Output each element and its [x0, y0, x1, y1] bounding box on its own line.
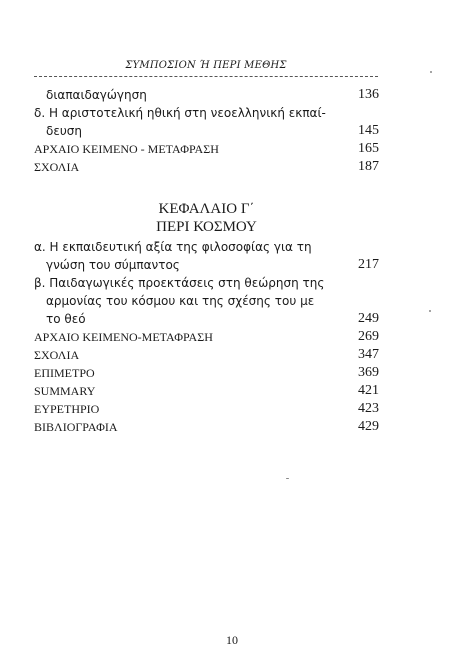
toc-entry: [34, 256, 379, 274]
toc-entry-page: 217: [358, 257, 379, 272]
toc-entry-page: 347: [358, 347, 379, 362]
chapter-heading: [34, 200, 379, 236]
toc-entry: [34, 418, 379, 436]
toc-entry: [34, 104, 379, 122]
scan-speck: [430, 71, 432, 73]
toc-entry-page: 136: [358, 87, 379, 102]
toc-entry-text: β. Παιδαγωγικές προεκτάσεις στη θεώρηση της: [34, 276, 325, 290]
toc-entry-text: ΕΠΙΜΕΤΡΟ: [34, 366, 95, 380]
toc-entry-text: το θεό: [46, 312, 86, 326]
scan-speck: [286, 478, 289, 479]
toc-entry: [34, 140, 379, 158]
toc-entry: [34, 310, 379, 328]
toc-entry-page: 249: [358, 311, 379, 326]
toc-entry-text: γνώση του σύμπαντος: [46, 258, 180, 272]
toc-entry-page: 423: [358, 401, 379, 416]
toc-entry-text: ΣΧΟΛΙΑ: [34, 160, 80, 174]
toc-entry-text: δ. Η αριστοτελική ηθική στη νεοελληνική εκπαί-: [34, 106, 326, 120]
toc-entry: [34, 346, 379, 364]
toc-entry-page: 429: [358, 419, 379, 434]
page-number: 10: [226, 633, 238, 647]
header-rule: [34, 76, 378, 77]
toc-entry-page: 165: [358, 141, 379, 156]
toc-entry-text: δευση: [46, 124, 82, 138]
toc-entry-page: 421: [358, 383, 379, 398]
toc-entry: [34, 86, 379, 104]
toc-entry: [34, 292, 379, 310]
toc-entry-text: α. Η εκπαιδευτική αξία της φιλοσοφίας για τη: [34, 240, 312, 254]
toc-entry: [34, 382, 379, 400]
chapter-title: ΠΕΡΙ ΚΟΣΜΟΥ: [156, 219, 257, 235]
chapter-number: ΚΕΦΑΛΑΙΟ Γ΄: [158, 201, 255, 217]
toc-entry: [34, 122, 379, 140]
toc-entry-page: 369: [358, 365, 379, 380]
toc-entry-page: 145: [358, 123, 379, 138]
toc-entry: [34, 238, 379, 256]
toc-entry: [34, 400, 379, 418]
toc-entry-text: ΒΙΒΛΙΟΓΡΑΦΙΑ: [34, 420, 118, 434]
toc-entry-page: 187: [358, 159, 379, 174]
toc-entry-text: SUMMARY: [34, 384, 96, 398]
toc-entry: [34, 274, 379, 292]
toc-entry-text: ΣΧΟΛΙΑ: [34, 348, 80, 362]
toc-entry-text: ΕΥΡΕΤΗΡΙΟ: [34, 402, 100, 416]
scan-speck: [429, 310, 431, 312]
toc-entry-text: ΑΡΧΑΙΟ ΚΕΙΜΕΝΟ-ΜΕΤΑΦΡΑΣΗ: [34, 330, 213, 344]
toc-entry-page: 269: [358, 329, 379, 344]
toc-entry-text: αρμονίας του κόσμου και της σχέσης του με: [46, 294, 315, 308]
toc-entry-text: διαπαιδαγώγηση: [46, 88, 147, 102]
toc-entry-text: ΑΡΧΑΙΟ ΚΕΙΜΕΝΟ - ΜΕΤΑΦΡΑΣΗ: [34, 142, 219, 156]
toc-entry: [34, 158, 379, 176]
toc-entry: [34, 328, 379, 346]
toc-entry: [34, 364, 379, 382]
running-head: ΣΥΜΠΟΣΙΟΝ Ή ΠΕΡΙ ΜΕΘΗΣ: [125, 60, 287, 71]
table-of-contents: [34, 86, 379, 436]
